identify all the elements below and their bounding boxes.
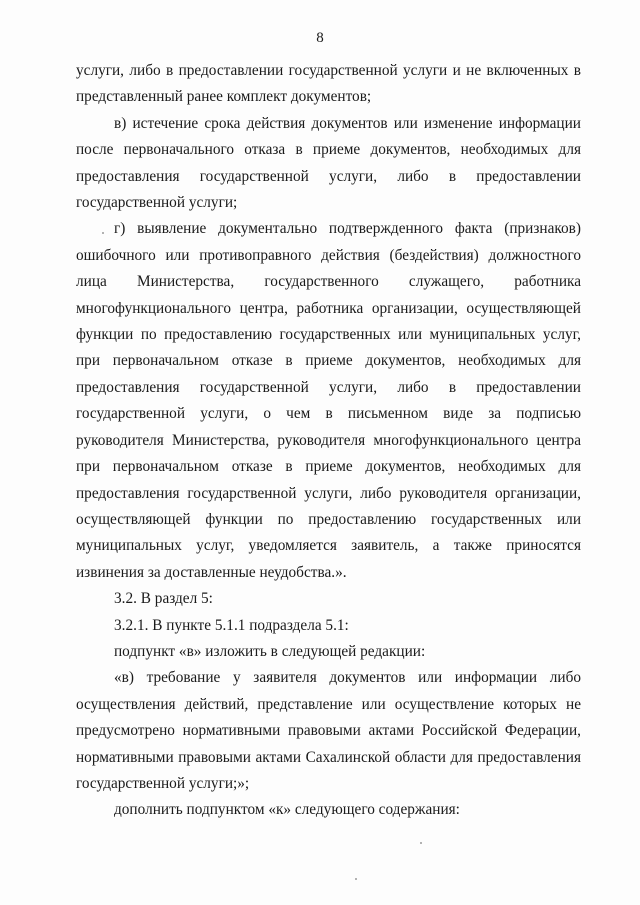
paragraph-item-v: в) истечение срока действия документов или изменение информации после первоначального отказа в приеме документов, необходимых для предоставления государственной услуги, либо в предоставлении государственной услуги; — [76, 114, 581, 212]
paragraph-item-g: г) выявление документально подтвержденного факта (признаков) ошибочного или противоправного действия (бездействия) должностного лица Министерства, государственного служащего, работника многофункционального центра, работника организации, осуществляющей функции по предоставлению государственных или муниципальных услуг, при первоначальном отказе в приеме документов, необходимых для предоставления государственной услуги, либо в предоставлении государственной услуги, о чем в письменном виде за подписью руководителя Министерства, руководителя многофункционального центра при первоначальном отказе в приеме документов, необходимых для предоставления государственной услуги, либо руководителя организации, осуществляющей функции по предоставлению государственных или муниципальных услуг, уведомляется заявитель, а также приносятся извинения за доставленные неудобства.». — [76, 220, 581, 581]
paragraph-section-3-2: 3.2. В раздел 5: — [114, 590, 213, 608]
page-number: 8 — [316, 30, 324, 46]
scan-speck — [355, 878, 357, 880]
paragraph-section-3-2-1: 3.2.1. В пункте 5.1.1 подраздела 5.1: — [114, 616, 349, 634]
scan-speck — [102, 232, 104, 234]
document-body — [76, 58, 581, 824]
paragraph-continuation: услуги, либо в предоставлении государственной услуги и не включенных в представленный ранее комплект документов; — [76, 62, 581, 106]
paragraph-subitem-v-text: «в) требование у заявителя документов или информации либо осуществления действий, представление или осуществление которых не предусмотрено нормативными правовыми актами Российской Федерации, нормативными правовыми актами Сахалинской области для предоставления государственной услуги;»; — [76, 669, 581, 792]
paragraph-subitem-v-intro: подпункт «в» изложить в следующей редакции: — [114, 642, 426, 660]
scan-speck — [420, 842, 422, 844]
paragraph-subitem-k-intro: дополнить подпунктом «к» следующего содержания: — [114, 801, 460, 819]
